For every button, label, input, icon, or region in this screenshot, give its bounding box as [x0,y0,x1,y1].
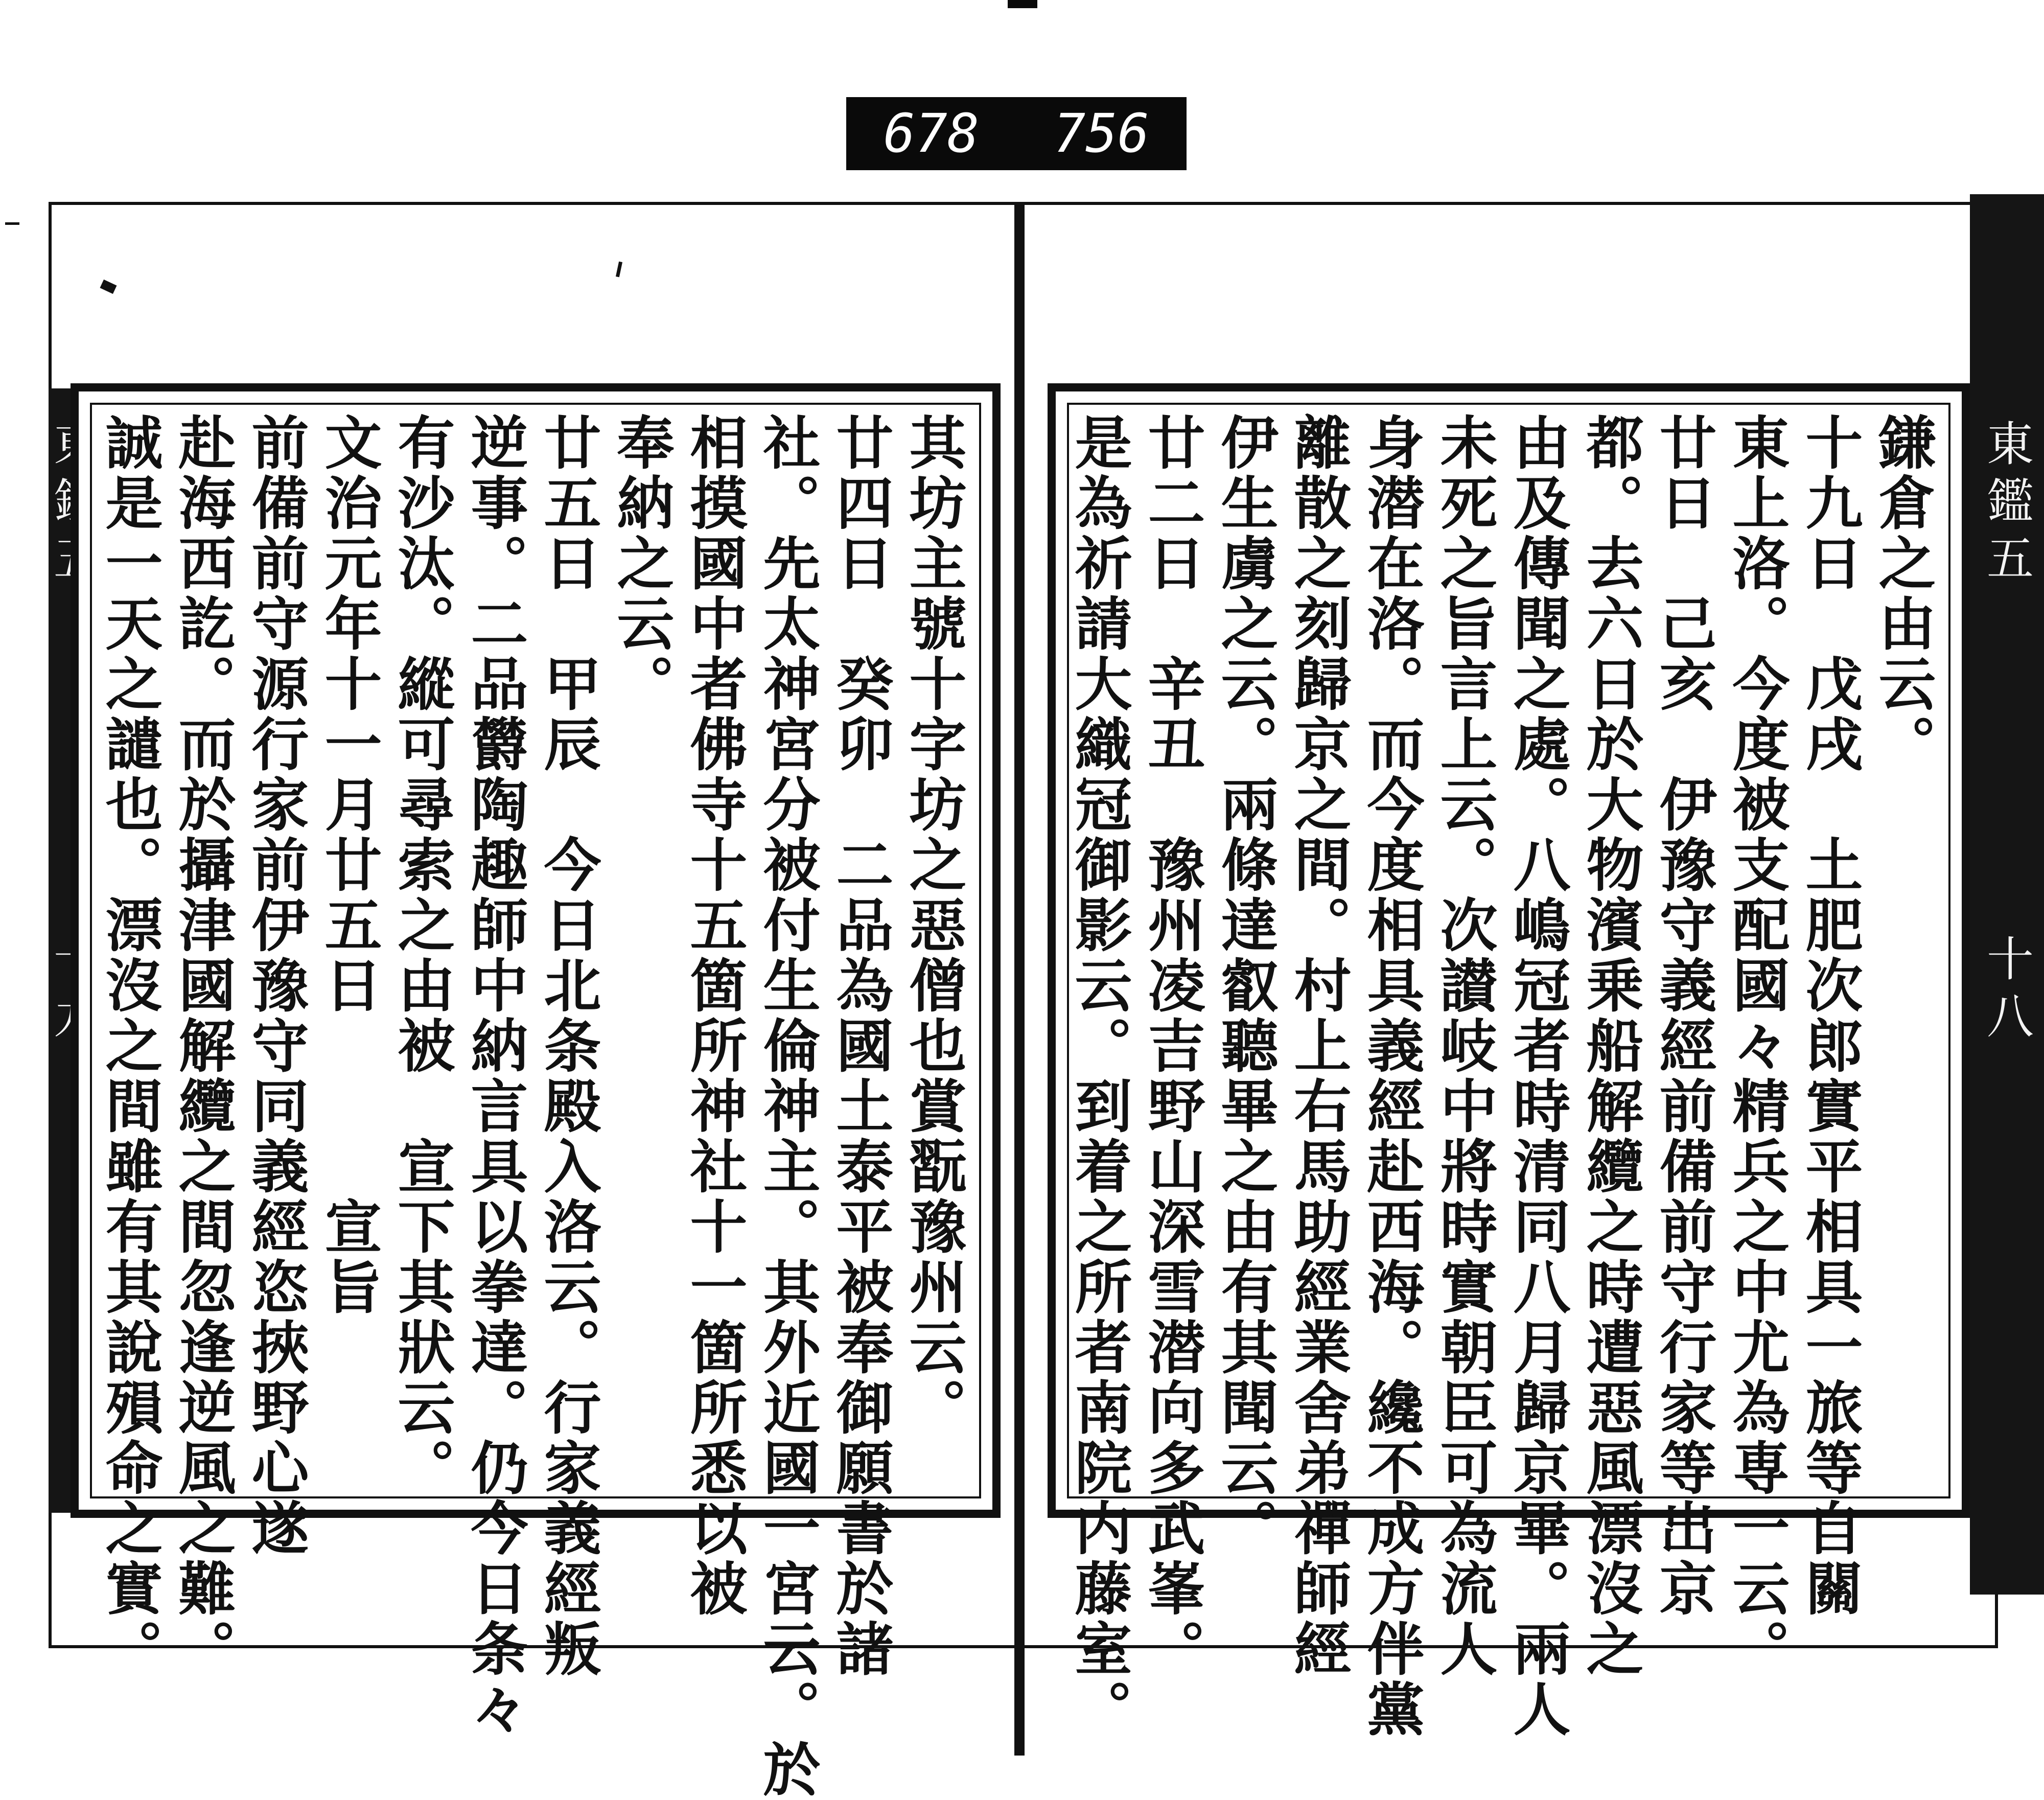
text-column: 東上洛。今度被支配國々精兵之中尤為専一云。 [1723,413,1790,1679]
text-column: 赴海西訖。而於攝津國解纜之間忽逢逆風之難。 [169,413,236,1679]
ink-speck [5,222,19,225]
catalog-stamp [846,97,1187,170]
stamp-number-right: 756 [1053,102,1150,165]
right-margin-label: 東鑑五 十八 [1979,419,2034,1049]
stamp-number-left: 678 [883,102,980,165]
text-column: 廿五日 甲辰 今日北条殿入洛云。行家義經叛 [535,413,601,1679]
text-column: 廿二日 辛丑 豫州凌吉野山深雪潜向多武峯。 [1139,413,1205,1679]
text-column: 身潜在洛。而今度相具義經赴西海。纔不成方伴黨 [1358,413,1425,1740]
binding-notch [1008,0,1037,8]
text-column: 逆事。二品欝陶趣師中納言具以拳達。仍今日条々 [461,413,528,1740]
text-column: 前備前守源行家前伊豫守同義經恣挾野心遂 [242,413,309,1559]
text-column: 離散之刻歸京之間。村上右馬助經業舍弟禪師經 [1285,413,1352,1679]
text-column: 是為祈請大織冠御影云。到着之所者南院内藤室。 [1065,413,1132,1740]
text-column: 鎌倉之由云。 [1869,413,1936,775]
text-column: 社。先太神宮分被付生倫神主。其外近國一宮云。於 [754,413,821,1800]
text-column: 伊生虜之云。兩條達叡聽畢之由有其聞云。 [1212,413,1279,1559]
text-column: 廿日 己亥 伊豫守義經前備前守行家等出京 [1650,413,1717,1619]
text-column: 其坊主號十字坊之惡僧也賞翫豫州云。 [900,413,967,1438]
text-column: 奉納之云。 [608,413,675,714]
text-column: 都。去六日於大物濱乗船解纜之時遭惡風漂沒之 [1577,413,1644,1679]
text-column: 誠是一天之譴也。漂沒之間雖有其說殞命之實。 [96,413,163,1679]
text-column: 未死之旨言上云。次讃岐中將時實朝臣可為流人 [1431,413,1498,1679]
left-page-text-frame [71,383,1001,1800]
text-column: 文治元年十一月廿五日 宣旨 [315,413,382,1318]
text-column: 由及傳聞之處。八嶋冠者時清同八月歸京畢。兩人 [1504,413,1571,1740]
book-gutter [1014,202,1025,1756]
right-page-text-frame [1048,383,1970,1740]
text-column: 廿四日 癸卯 二品為國土泰平被奉御願書於諸 [827,413,894,1679]
right-margin-title [1979,419,2039,1441]
text-column: 相摸國中者佛寺十五箇所神社十一箇所悉以被 [681,413,748,1619]
text-column: 有沙汰。縱可尋索之由被 宣下其狀云。 [388,413,455,1498]
text-column: 十九日 戊戌 土肥次郎實平相具一旅等自關 [1796,413,1863,1619]
